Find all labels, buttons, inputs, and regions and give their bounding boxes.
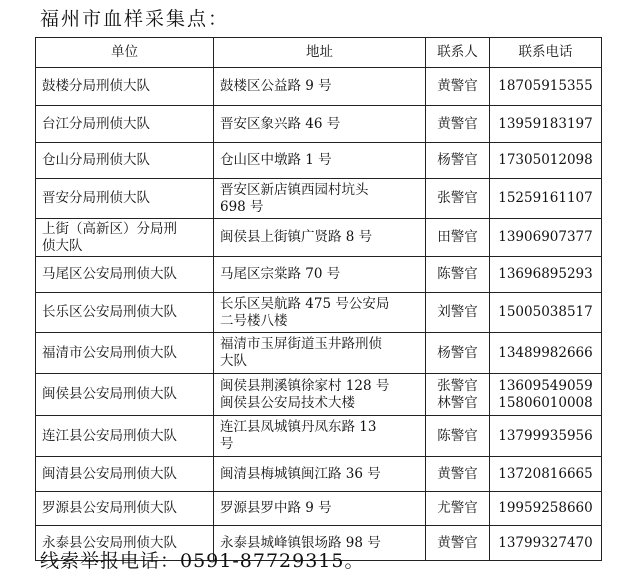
phone-cell: 18705915355: [490, 68, 602, 106]
phone-cell: 13696895293: [490, 257, 602, 293]
address-cell: [214, 293, 426, 333]
address-cell: [214, 416, 426, 457]
contact-cell: 黄警官: [426, 526, 490, 561]
table-row: [36, 219, 602, 257]
contact-cell: 田警官: [426, 219, 490, 257]
unit-line: 侦大队: [42, 237, 83, 254]
phone-cell: 13959183197: [490, 106, 602, 143]
header-phone: 联系电话: [490, 38, 602, 68]
address-cell: 闽侯县上街镇广贤路 8 号: [214, 219, 426, 257]
address-cell: 闽清县梅城镇闽江路 36 号: [214, 457, 426, 492]
contact-cell: 黄警官: [426, 457, 490, 492]
address-line: 闽侯县荆溪镇徐家村 128 号: [220, 377, 390, 394]
address-line: 号: [220, 436, 234, 452]
table-row: [36, 68, 602, 106]
unit-cell: 永泰县公安局刑侦大队: [36, 526, 214, 561]
header-contact: 联系人: [426, 38, 490, 68]
table-row: [36, 492, 602, 526]
phone-cell: 13720816665: [490, 457, 602, 492]
phone-cell: [490, 374, 602, 416]
unit-cell: 闽清县公安局刑侦大队: [36, 457, 214, 492]
contact-cell: 刘警官: [426, 293, 490, 333]
phone-cell: 13489982666: [490, 333, 602, 374]
unit-cell: 连江县公安局刑侦大队: [36, 416, 214, 457]
unit-cell: 鼓楼分局刑侦大队: [36, 68, 214, 106]
address-cell: 鼓楼区公益路 9 号: [214, 68, 426, 106]
table-row: [36, 106, 602, 143]
address-line: 连江县凤城镇丹凤东路 13: [220, 419, 377, 435]
phone-cell: 13799327470: [490, 526, 602, 561]
address-cell: 晋安区象兴路 46 号: [214, 106, 426, 143]
unit-cell: 晋安分局刑侦大队: [36, 179, 214, 219]
unit-cell: 长乐区公安局刑侦大队: [36, 293, 214, 333]
unit-cell: 福清市公安局刑侦大队: [36, 333, 214, 374]
contact-cell: 黄警官: [426, 106, 490, 143]
hotline-footer: 线索举报电话：0591-87729315。: [40, 550, 365, 572]
address-line: 晋安区新店镇西园村坑头: [220, 181, 369, 198]
header-unit: 单位: [36, 38, 214, 68]
unit-cell: 仓山分局刑侦大队: [36, 143, 214, 179]
address-line: 福清市玉屏街道玉井路刑侦: [220, 336, 382, 352]
unit-cell: 闽侯县公安局刑侦大队: [36, 374, 214, 416]
phone-line: 13609549059: [498, 377, 593, 394]
address-line: 长乐区吴航路 475 号公安局: [220, 295, 390, 312]
address-cell: 马尾区宗棠路 70 号: [214, 257, 426, 293]
address-cell: 罗源县罗中路 9 号: [214, 492, 426, 526]
table-row: [36, 257, 602, 293]
address-cell: 仓山区中墩路 1 号: [214, 143, 426, 179]
contact-cell: [426, 374, 490, 416]
address-line: 698 号: [220, 198, 264, 215]
unit-cell: [36, 219, 214, 257]
page-title: 福州市血样采集点：: [40, 8, 230, 30]
unit-cell: 罗源县公安局刑侦大队: [36, 492, 214, 526]
collection-points-table: [35, 37, 602, 561]
unit-line: 上街（高新区）分局刑: [42, 220, 177, 237]
address-line: 大队: [220, 353, 247, 369]
phone-cell: 17305012098: [490, 143, 602, 179]
contact-line: 林警官: [437, 394, 478, 411]
address-cell: [214, 374, 426, 416]
contact-cell: 陈警官: [426, 257, 490, 293]
contact-cell: 杨警官: [426, 333, 490, 374]
phone-cell: 15259161107: [490, 179, 602, 219]
contact-cell: 陈警官: [426, 416, 490, 457]
address-line: 二号楼八楼: [220, 312, 288, 329]
phone-cell: 15005038517: [490, 293, 602, 333]
unit-cell: 台江分局刑侦大队: [36, 106, 214, 143]
table-row: [36, 457, 602, 492]
unit-cell: 马尾区公安局刑侦大队: [36, 257, 214, 293]
header-address: 地址: [214, 38, 426, 68]
phone-cell: 19959258660: [490, 492, 602, 526]
phone-cell: 13799935956: [490, 416, 602, 457]
phone-cell: 13906907377: [490, 219, 602, 257]
table-row: [36, 143, 602, 179]
contact-cell: 尤警官: [426, 492, 490, 526]
address-cell: [214, 333, 426, 374]
address-cell: 永泰县城峰镇银场路 98 号: [214, 526, 426, 561]
contact-cell: 杨警官: [426, 143, 490, 179]
table-row: [36, 416, 602, 457]
contact-cell: 张警官: [426, 179, 490, 219]
phone-line: 15806010008: [498, 394, 593, 411]
table-row: [36, 333, 602, 374]
address-line: 闽侯县公安局技术大楼: [220, 394, 355, 411]
contact-line: 张警官: [437, 377, 478, 394]
table-row: [36, 374, 602, 416]
table-row: [36, 179, 602, 219]
contact-cell: 黄警官: [426, 68, 490, 106]
table-header-row: [36, 38, 602, 68]
address-cell: [214, 179, 426, 219]
table-row: [36, 293, 602, 333]
